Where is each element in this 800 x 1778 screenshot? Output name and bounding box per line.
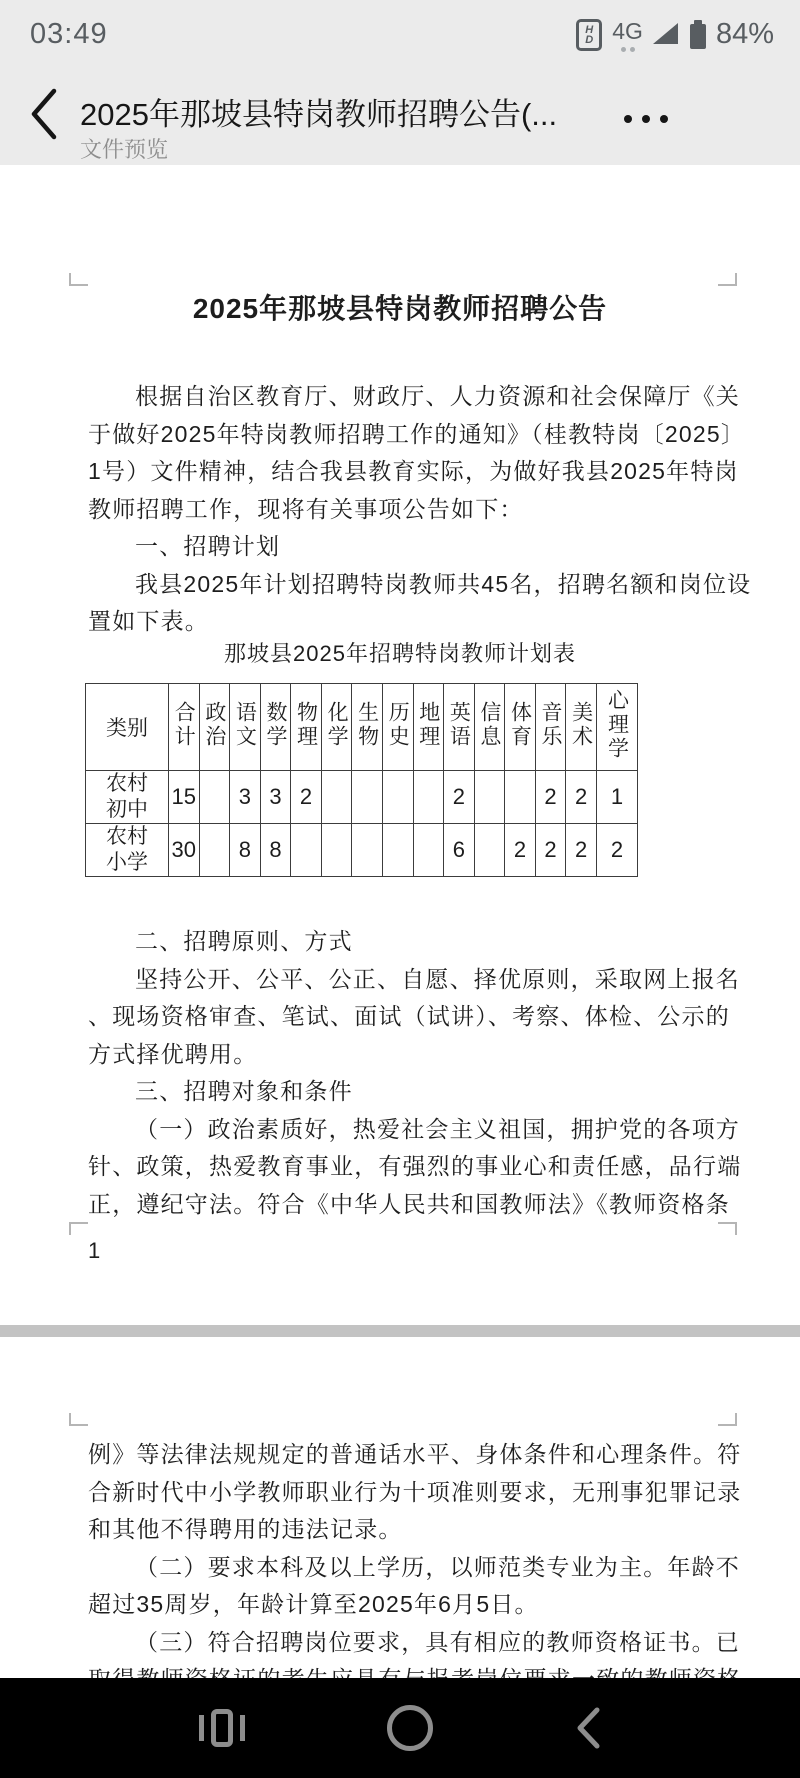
doc-text-line: （三）符合招聘岗位要求，具有相应的教师资格证书。已: [135, 1628, 740, 1655]
doc-text-line: 1号）文件精神，结合我县教育实际，为做好我县2025年特岗: [88, 458, 739, 484]
crop-mark-icon: [718, 1222, 737, 1235]
clock: 03:49: [30, 18, 108, 50]
battery-icon: [690, 20, 706, 49]
hd-letter-top: H: [585, 23, 594, 36]
app-header: [0, 63, 800, 165]
crop-mark-icon: [718, 1413, 737, 1426]
table-header-cell: 政治: [199, 684, 230, 771]
table-header-cell: 美术: [566, 684, 597, 771]
table-cell: 3: [260, 771, 291, 824]
doc-text-line: 于做好2025年特岗教师招聘工作的通知》（桂教特岗〔2025〕: [88, 420, 746, 447]
table-header-cell: 信息: [474, 684, 505, 771]
table-cell: [199, 771, 230, 824]
table-header-cell: 音乐: [535, 684, 566, 771]
crop-mark-icon: [718, 273, 737, 286]
table-caption: 那坡县2025年招聘特岗教师计划表: [224, 641, 576, 666]
table-header-cell: 地理: [413, 684, 444, 771]
doc-text-line: 针、政策，热爱教育事业，有强烈的事业心和责任感，品行端: [88, 1153, 742, 1179]
table-cell: 30: [169, 824, 200, 877]
table-header-cell: 化学: [321, 684, 352, 771]
doc-text-line: 置如下表。: [88, 608, 209, 634]
table-cell: [352, 771, 383, 824]
doc-text-line: 教师招聘工作，现将有关事项公告如下：: [88, 495, 524, 522]
table-header-cell: 合计: [169, 684, 200, 771]
doc-text-line: 和其他不得聘用的违法记录。: [88, 1516, 403, 1542]
table-cell: 2: [535, 824, 566, 877]
table-cell: [291, 824, 322, 877]
table-header-cell: 类别: [86, 684, 169, 771]
hd-volte-icon: [576, 19, 602, 51]
nav-back-icon[interactable]: [575, 1706, 601, 1750]
crop-mark-icon: [69, 1413, 88, 1426]
table-header-cell: 数学: [260, 684, 291, 771]
doc-text-line: 根据自治区教育厅、财政厅、人力资源和社会保障厅《关: [135, 383, 740, 409]
doc-text-line: 超过35周岁，年龄计算至2025年6月5日。: [88, 1591, 539, 1617]
table-header-cell: 生物: [352, 684, 383, 771]
table-cell: 3: [230, 771, 261, 824]
table-header-cell: 语文: [230, 684, 261, 771]
table-cell: [382, 771, 413, 824]
recent-apps-icon[interactable]: [199, 1709, 245, 1747]
table-cell: [474, 824, 505, 877]
table-cell: 8: [260, 824, 291, 877]
table-cell: [352, 824, 383, 877]
page1-paragraphs-bottom: [88, 923, 742, 1223]
status-bar: [0, 0, 800, 63]
table-header-cell: 英语: [444, 684, 475, 771]
doc-text-line: 三、招聘对象和条件: [135, 1078, 353, 1104]
document-preview[interactable]: [0, 165, 800, 1678]
network-type: [612, 18, 643, 52]
file-title: 2025年那坡县特岗教师招聘公告(...: [80, 97, 558, 132]
table-cell: [199, 824, 230, 877]
doc-text-line: 我县2025年计划招聘特岗教师共45名，招聘名额和岗位设: [135, 570, 752, 597]
more-menu-icon[interactable]: [624, 115, 668, 123]
doc-text-line: 、现场资格审查、笔试、面试（试讲）、考察、体检、公示的: [88, 1003, 730, 1029]
page-separator: [0, 1325, 800, 1337]
crop-mark-icon: [69, 1222, 88, 1235]
android-nav-bar: [0, 1678, 800, 1778]
doc-text-line: （一）政治素质好，热爱社会主义祖国，拥护党的各项方: [135, 1115, 740, 1142]
doc-text-line: 方式择优聘用。: [88, 1040, 258, 1067]
document-title: 2025年那坡县特岗教师招聘公告: [192, 293, 608, 324]
table-cell: [413, 771, 444, 824]
back-icon[interactable]: [24, 83, 68, 145]
table-row: [86, 824, 638, 877]
signal-strength-icon: [653, 23, 678, 44]
table-cell: 2: [566, 824, 597, 877]
table-cell: 2: [597, 824, 638, 877]
network-4g-label: 4G: [612, 17, 643, 44]
page-number: 1: [88, 1238, 101, 1263]
table-cell: [505, 771, 536, 824]
table-cell: 1: [597, 771, 638, 824]
table-cell: 8: [230, 824, 261, 877]
sim-dots-icon: [621, 47, 635, 52]
table-cell: [321, 771, 352, 824]
doc-text-line: 坚持公开、公平、公正、自愿、择优原则，采取网上报名: [135, 965, 740, 992]
recruitment-plan-table: [85, 683, 638, 877]
doc-text-line: 例》等法律法规规定的普通话水平、身体条件和心理条件。符: [88, 1441, 742, 1467]
page2-paragraphs: [88, 1436, 742, 1699]
battery-percent: 84%: [715, 18, 774, 50]
status-icons: [576, 18, 774, 52]
table-header-cell: 历史: [382, 684, 413, 771]
table-cell: 2: [291, 771, 322, 824]
table-cell: 15: [169, 771, 200, 824]
table-cell: [474, 771, 505, 824]
preview-label: 文件预览: [80, 137, 169, 162]
hd-letter-bottom: D: [585, 33, 594, 46]
table-cell: [413, 824, 444, 877]
table-cell: 2: [566, 771, 597, 824]
table-cell: [321, 824, 352, 877]
doc-text-line: 合新时代中小学教师职业行为十项准则要求，无刑事犯罪记录: [88, 1478, 742, 1505]
doc-text-line: 一、招聘计划: [135, 533, 281, 559]
home-icon[interactable]: [387, 1705, 433, 1751]
table-cell: 2: [535, 771, 566, 824]
table-row: [86, 771, 638, 824]
doc-text-line: 正，遵纪守法。符合《中华人民共和国教师法》《教师资格条: [88, 1190, 730, 1217]
table-cell: 2: [505, 824, 536, 877]
table-cell: [382, 824, 413, 877]
doc-text-line: （二）要求本科及以上学历，以师范类专业为主。年龄不: [135, 1553, 740, 1580]
table-cell: 2: [444, 771, 475, 824]
table-header-cell: 物理: [291, 684, 322, 771]
page1-paragraphs-top: [88, 378, 752, 641]
table-cell: 农村初中: [86, 771, 169, 824]
doc-text-line: 二、招聘原则、方式: [135, 928, 353, 954]
crop-mark-icon: [69, 273, 88, 286]
table-header-cell: 心理学: [597, 684, 638, 771]
table-header-cell: 体育: [505, 684, 536, 771]
table-cell: 6: [444, 824, 475, 877]
table-cell: 农村小学: [86, 824, 169, 877]
